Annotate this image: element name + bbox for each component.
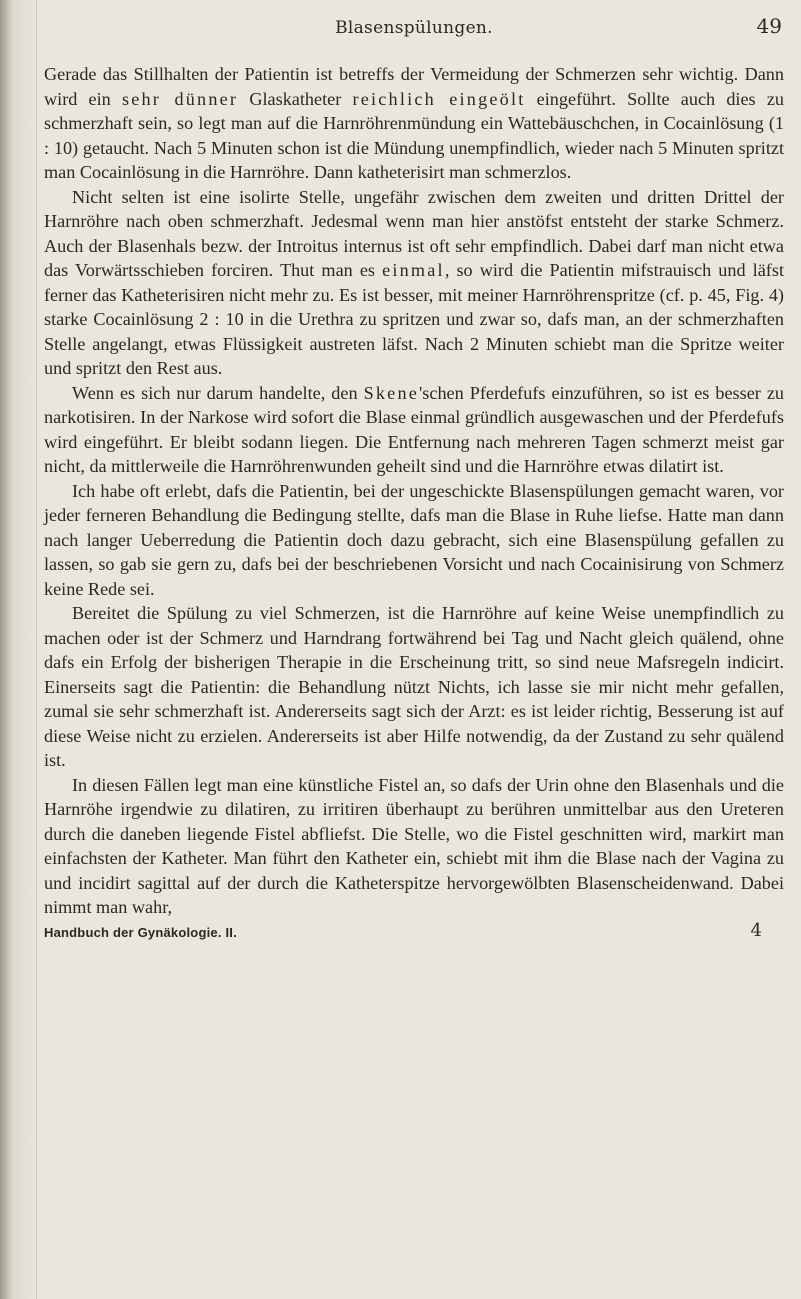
- paragraph: [44, 185, 784, 381]
- emphasized-text: reichlich eingeölt: [352, 88, 526, 109]
- emphasized-text: Skene: [363, 382, 420, 403]
- text-run: In diesen Fällen legt man eine künstliche Fistel an, so dafs der Urin ohne den Blasenhals und die Harnröhe irgendwie zu dilatiren, zu irritiren überhaupt zu berühren unmittelbar aus den Ureteren durch die daneben liegende Fistel abfliefst. Die Stelle, wo die Fistel geschnitten wird, markirt man einfachsten der Katheter. Man führt den Katheter ein, schiebt mit ihm die Blase nach der Vagina zu und incidirt sagittal auf der durch die Katheterspitze hervorgewölbten Blasenscheidenwand. Dabei nimmt man wahr,: [44, 774, 784, 917]
- paragraph: [44, 62, 784, 185]
- signature-mark: 4: [750, 919, 762, 941]
- facing-page-edge: [14, 0, 37, 1299]
- text-run: , so wird die Patientin mifstrauisch und läfst ferner das Katheterisiren nicht mehr zu. Es ist besser, mit meiner Harnröhrenspritze (cf. p. 45, Fig. 4) starke Cocainlösung 2 : 10 in die Urethra zu spritzen und zwar so, dafs man, an der schmerzhaften Stelle angelangt, etwas Flüssigkeit austreten läfst. Nach 2 Minuten schiebt man die Spritze weiter und spritzt den Rest aus.: [44, 260, 784, 378]
- text-run: Wenn es sich nur darum handelte, den: [72, 382, 364, 403]
- running-head: Blasenspülungen.: [335, 18, 493, 38]
- emphasized-text: einmal: [382, 260, 445, 280]
- text-run: eingeführt. Sollte auch dies zu schmerzhaft sein, so legt man auf die Harnröhrenmündung ein Wattebäuschchen, in Cocainlösung (1 : 10) getaucht. Nach 5 Minuten schon ist die Mündung unempfindlich, wieder nach 5 Minuten spritzt man Cocainlösung in die Harnröhre. Dann katheterisirt man schmerzlos.: [44, 88, 784, 182]
- paragraph: [44, 381, 784, 479]
- paragraph: [44, 479, 784, 602]
- book-page: [44, 0, 784, 1299]
- book-binding-shadow: [0, 0, 14, 1299]
- text-run: Nicht selten ist eine isolirte Stelle, ungefähr zwischen dem zweiten und dritten Drittel der Harnröhre nach oben schmerzhaft. Jedesmal wenn man hier anstöfst entsteht der starke Schmerz. Auch der Blasenhals bezw. der Introitus internus ist oft sehr empfindlich. Dabei darf man nicht etwa das Vorwärtsschieben forciren. Thut man es: [44, 186, 784, 280]
- text-run: Glaskatheter: [238, 88, 353, 109]
- body-text: [44, 62, 784, 920]
- book-title: Handbuch der Gynäkologie. II.: [44, 924, 237, 940]
- text-run: Ich habe oft erlebt, dafs die Patientin, bei der ungeschickte Blasenspülungen gemacht waren, vor jeder ferneren Behandlung die Bedingung stellte, dafs man die Blase in Ruhe liefse. Hatte man dann nach langer Ueberredung die Patientin doch dazu gebracht, sich eine Blasenspülung gefallen zu lassen, so gab sie gern zu, dafs bei der beschriebenen Vorsicht und nach Cocainisirung von Schmerz keine Rede sei.: [44, 480, 784, 599]
- paragraph: [44, 773, 784, 920]
- page-header: [44, 0, 784, 62]
- text-run: 'schen Pferdefufs einzuführen, so ist es besser zu narkotisiren. In der Narkose wird sofort die Blase einmal gründlich ausgewaschen und der Pferdefufs wird eingeführt. Er bleibt sodann liegen. Die Entfernung nach mehreren Tagen schmerzt meist gar nicht, da mittlerweile die Harnröhrenwunden geheilt sind und die Harnröhre etwas dilatirt ist.: [44, 382, 784, 476]
- text-run: Gerade das Stillhalten der Patientin ist betreffs der Vermeidung der Schmerzen sehr wichtig. Dann wird ein: [44, 64, 784, 109]
- page-footer: [44, 919, 784, 946]
- paragraph: [44, 601, 784, 773]
- emphasized-text: sehr dünner: [121, 88, 239, 109]
- text-run: Bereitet die Spülung zu viel Schmerzen, ist die Harnröhre auf keine Weise unempfindlich zu machen oder ist der Schmerz und Harndrang fortwährend bei Tag und Nacht gleich quälend, ohne dafs ein Erfolg der bisherigen Therapie in die Erscheinung tritt, so sind neue Mafsregeln indicirt. Einerseits sagt die Patientin: die Behandlung nützt Nichts, ich lasse sie mir nicht mehr gefallen, zumal sie sehr schmerzhaft ist. Andererseits sagt sich der Arzt: es ist leider richtig, Besserung ist auf diese Weise nicht zu erzielen. Andererseits ist aber Hilfe notwendig, da der Zustand zu sehr quälend ist.: [44, 603, 784, 770]
- page-number: 49: [756, 14, 782, 38]
